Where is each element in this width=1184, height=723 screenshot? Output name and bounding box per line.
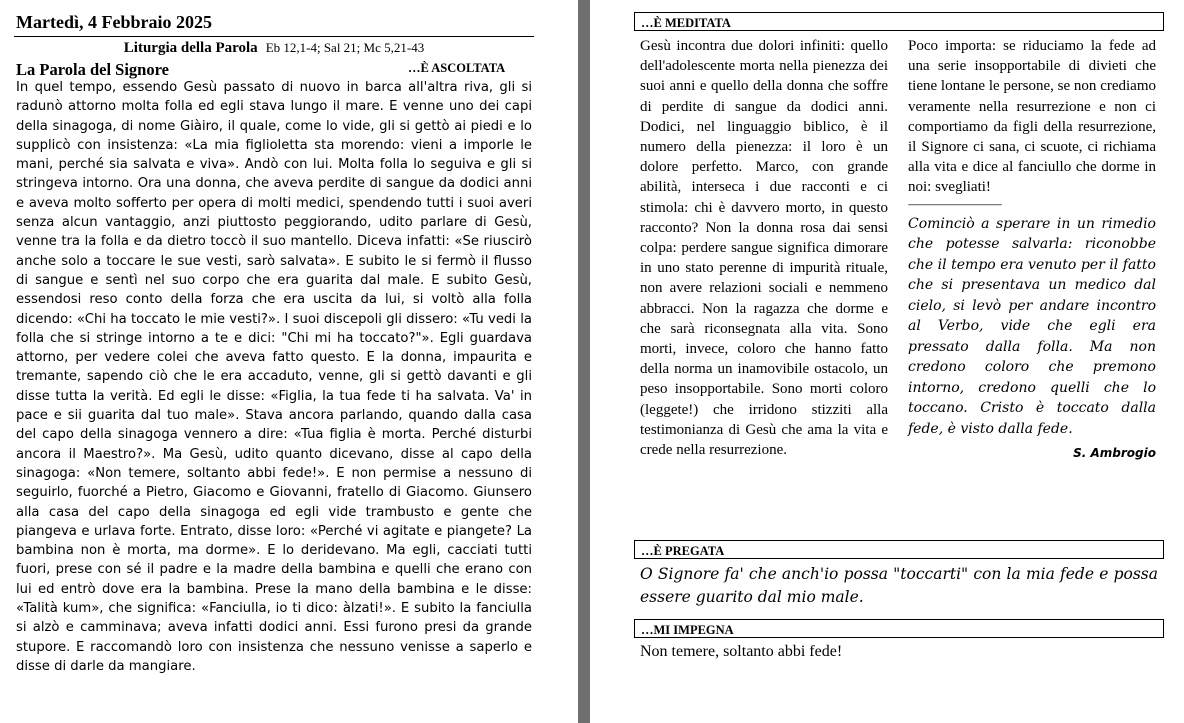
commitment-text: Non temere, soltanto abbi fede! xyxy=(640,643,843,660)
meditation-column-2 xyxy=(908,36,1156,463)
liturgy-header xyxy=(14,40,534,57)
page-divider xyxy=(578,0,590,723)
gospel-text: In quel tempo, essendo Gesù passato di nuovo in barca all'altra riva, gli si radunò attorno molta folla ed egli stava lungo il mare. E venne uno dei capi della sinagoga, di nome Giàiro, il quale, come lo vide, gli si gettò ai piedi e lo supplicò con insistenza: «La mia figlioletta sta morendo: vieni a imporle le mani, perché sia salvata e viva». Andò con lui. Molta folla lo seguiva e gli si stringeva intorno. Ora una donna, che aveva perdite di sangue da dodici anni e aveva molto sofferto per opera di molti medici, spendendo tutti i suoi averi senza alcun vantaggio, anzi piuttosto peggiorando, udito parlare di Gesù, venne tra la folla e da dietro toccò il suo mantello. Diceva infatti: «Se riuscirò anche solo a toccare le sue vesti, sarò salvata». E subito le si fermò il flusso di sangue e sentì nel suo corpo che era guarita dal male. E subito Gesù, essendosi reso conto della forza che era uscita da lui, si voltò alla folla dicendo: «Chi ha toccato le mie vesti?». I suoi discepoli gli dissero: «Tu vedi la folla che si stringe intorno a te e dici: "Chi mi ha toccato?"». Egli guardava attorno, per vedere colei che aveva fatto questo. E la donna, impaurita e tremante, sapendo ciò che le era accaduto, venne, gli si gettò davanti e gli disse tutta la verità. Ed egli le disse: «Figlia, la tua fede ti ha salvata. Va' in pace e sii guarita dal tuo male». Stava ancora parlando, quando dalla casa del capo della sinagoga vennero a dire: «Tua figlia è morta. Perché disturbi ancora il Maestro?». Ma Gesù, udito quanto dicevano, disse al capo della sinagoga: «Non temere, soltanto abbi fede!». E non permise a nessuno di seguirlo, fuorché a Pietro, Giacomo e Giovanni, fratello di Giacomo. Giunsero alla casa del capo della sinagoga ed egli vide trambusto e gente che piangeva e urlava forte. Entrato, disse loro: «Perché vi agitate e piangete? La bambina non è morta, ma dorme». E lo deridevano. Ma egli, cacciati tutti fuori, prese con sé il padre e la madre della bambina e quelli che erano con lui ed entrò dove era la bambina. Prese la mano della bambina e le disse: «Talità kum», che significa: «Fanciulla, io ti dico: àlzati!». E subito la fanciulla si alzò e camminava; aveva infatti dodici anni. Essi furono presi da grande stupore. E raccomandò loro con insistenza che nessuno venisse a saperlo e disse di darle da mangiare. xyxy=(16,80,532,674)
gospel-heading: La Parola del Signore xyxy=(16,60,169,79)
page-date: Martedì, 4 Febbraio 2025 xyxy=(16,12,212,32)
ambrogio-quote: Cominciò a sperare in un rimedio che potesse salvarla: riconobbe che il tempo era venuto per il fatto che si presentava un medico dal cielo, si levò per andare incontro al Verbo, vide che egli era pressato dalla folla. Ma non credono coloro che premono intorno, credono quelli che lo toccano. Cristo è toccato dalla fede, è visto dalla fede. xyxy=(908,215,1156,437)
header-rule xyxy=(14,36,534,37)
quote-author: S. Ambrogio xyxy=(1073,446,1156,461)
ascoltata-label: …È ASCOLTATA xyxy=(408,61,506,75)
liturgy-title: Liturgia della Parola xyxy=(123,40,258,56)
separator-line: -------------------------------------------------------- xyxy=(908,199,1002,209)
left-page xyxy=(0,0,578,723)
meditation-column-1: Gesù incontra due dolori infiniti: quello dell'adolescente morta nella pienezza dei suoi anni e quello della donna che soffre di perdite di sangue da dodici anni. Dodici, nel linguaggio biblico, è il numero della pienezza: il loro è un dolore perfetto. Marco, con grande abilità, interseca i due racconti e ci stimola: chi è davvero morto, in questo racconto? Non la donna rosa dai sensi colpa: perdere sangue significa dimorare in uno stato perenne di impurità rituale, non avere relazioni sociali e nemmeno abbracci. Non la ragazza che dorme e che sarà riconsegnata alla vita. Sono morti, invece, coloro che hanno fatto della norma un inamovibile ostacolo, un peso insopportabile. Sono morti coloro (leggete!) che irridono stizziti alla testimonianza di Gesù che ama la vita e crede nella resurrezione. xyxy=(640,38,888,459)
liturgy-refs: Eb 12,1-4; Sal 21; Mc 5,21-43 xyxy=(265,40,425,55)
meditation-text: Poco importa: se riduciamo la fede ad una serie insopportabile di divieti che tiene lontane le persone, se non crediamo veramente nella resurrezione e non ci comportiamo da figli della resurrezione, il Signore ci sana, ci scuote, ci richiama alla vita e dice al fanciullo che dorme in noi: svegliati! xyxy=(908,38,1156,196)
pregata-header: …È PREGATA xyxy=(634,540,1164,559)
right-page xyxy=(590,0,1184,723)
impegna-header: …MI IMPEGNA xyxy=(634,619,1164,638)
meditata-header: …È MEDITATA xyxy=(634,12,1164,31)
prayer-text: O Signore fa' che anch'io possa "toccarti" con la mia fede e possa essere guarito dal mio male. xyxy=(640,565,1158,606)
